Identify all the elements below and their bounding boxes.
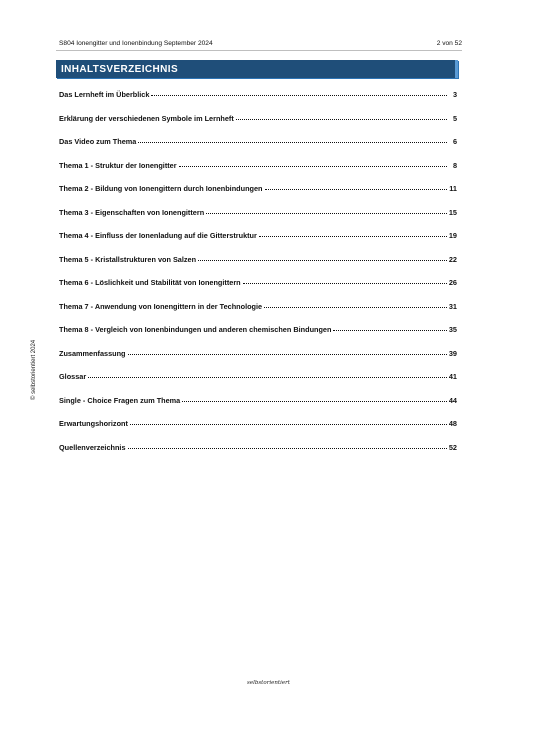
- dot-leader: [264, 301, 447, 308]
- toc-entry[interactable]: [59, 372, 457, 383]
- copyright-note: © selbstorientiert 2024: [31, 339, 37, 400]
- dot-leader: [206, 207, 447, 214]
- toc-heading: INHALTSVERZEICHNIS: [61, 64, 179, 75]
- toc-entry-page: 19: [448, 231, 457, 240]
- toc-entry-label: Thema 6 - Löslichkeit und Stabilität von Ionengittern: [59, 278, 241, 287]
- toc-entry-page: 52: [448, 442, 457, 452]
- toc-entry[interactable]: [59, 302, 457, 313]
- dot-leader: [138, 136, 447, 143]
- toc-entry[interactable]: [59, 114, 457, 125]
- dot-leader: [128, 348, 447, 355]
- dot-leader: [243, 277, 447, 284]
- toc-entry-label: Thema 3 - Eigenschaften von Ionengittern: [59, 207, 205, 217]
- dot-leader: [259, 230, 447, 237]
- toc-entry[interactable]: [59, 161, 457, 172]
- toc-entry-label: Thema 1 - Struktur der Ionengitter: [59, 160, 177, 170]
- toc-entry[interactable]: [59, 419, 457, 430]
- toc-entry[interactable]: [59, 325, 457, 336]
- dot-leader: [179, 160, 447, 167]
- dot-leader: [88, 371, 447, 378]
- toc-entry-label: Das Video zum Thema: [59, 137, 137, 146]
- footer-signature: selbstorientiert: [247, 680, 290, 686]
- toc-entry-page: 31: [448, 301, 457, 311]
- toc-entry-label: Single - Choice Fragen zum Thema: [59, 395, 181, 405]
- toc-entry-label: Thema 8 - Vergleich von Ionenbindungen und anderen chemischen Bindungen: [59, 325, 332, 334]
- toc-entry-page: 35: [448, 325, 457, 334]
- dot-leader: [333, 324, 446, 331]
- toc-entry-page: 8: [452, 160, 457, 170]
- toc-entry[interactable]: [59, 396, 457, 407]
- dot-leader: [130, 418, 447, 425]
- toc-entry[interactable]: [59, 184, 457, 195]
- dot-leader: [265, 183, 448, 190]
- page-indicator: 2 von 52: [436, 40, 462, 47]
- toc-entry[interactable]: [59, 255, 457, 266]
- toc-entry-label: Erwartungshorizont: [59, 419, 128, 428]
- toc-entry-page: 48: [448, 419, 457, 428]
- toc-entry-page: 41: [448, 372, 457, 381]
- toc-entry-page: 44: [448, 395, 457, 405]
- toc-entry-page: 39: [448, 348, 457, 358]
- toc-entry[interactable]: [59, 137, 457, 148]
- toc-entry[interactable]: [59, 443, 457, 454]
- dot-leader: [151, 89, 447, 96]
- toc-entry-page: 22: [448, 254, 457, 264]
- toc-entry-page: 26: [448, 278, 457, 287]
- document-title: S804 Ionengitter und Ionenbindung September 2024: [59, 40, 213, 47]
- toc-entry-page: 5: [452, 113, 457, 123]
- toc-entry[interactable]: [59, 231, 457, 242]
- toc-entry-label: Thema 7 - Anwendung von Ionengittern in der Technologie: [59, 301, 263, 311]
- toc-entry-label: Das Lernheft im Überblick: [59, 90, 150, 99]
- dot-leader: [198, 254, 447, 261]
- toc-entry-label: Thema 5 - Kristallstrukturen von Salzen: [59, 254, 197, 264]
- toc-entry-label: Thema 4 - Einfluss der Ionenladung auf die Gitterstruktur: [59, 231, 257, 240]
- toc-entry[interactable]: [59, 349, 457, 360]
- toc-entry-page: 3: [452, 90, 457, 99]
- toc-entry-page: 6: [452, 137, 457, 146]
- toc-entry[interactable]: [59, 90, 457, 101]
- toc-entry-label: Thema 2 - Bildung von Ionengittern durch Ionenbindungen: [59, 184, 263, 193]
- toc-entry-label: Quellenverzeichnis: [59, 442, 126, 452]
- toc-entry-page: 15: [448, 207, 457, 217]
- toc-entry-label: Zusammenfassung: [59, 348, 126, 358]
- toc-entry-label: Erklärung der verschiedenen Symbole im Lernheft: [59, 113, 234, 123]
- dot-leader: [182, 395, 447, 402]
- toc-entry-page: 11: [449, 184, 457, 193]
- toc-entry[interactable]: [59, 278, 457, 289]
- toc-entry-label: Glossar: [59, 372, 87, 381]
- toc-heading-banner: [56, 60, 458, 78]
- dot-leader: [236, 113, 447, 120]
- header-divider: [56, 50, 462, 51]
- dot-leader: [128, 442, 447, 449]
- toc-entry[interactable]: [59, 208, 457, 219]
